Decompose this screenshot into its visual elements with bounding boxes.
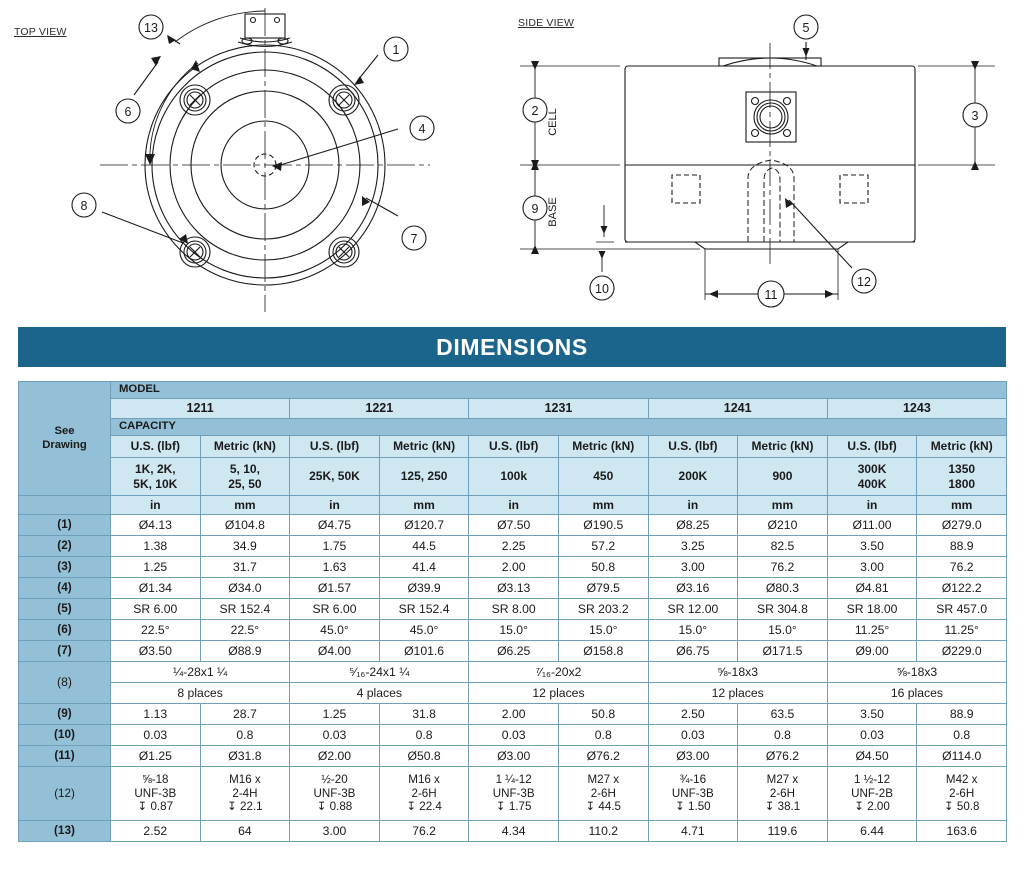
row-cell: Ø1.34	[111, 578, 201, 599]
table-row	[19, 725, 1007, 746]
row-ref: (10)	[19, 725, 111, 746]
row-cell: 0.8	[917, 725, 1007, 746]
row-cell: Ø8.25	[648, 515, 738, 536]
svg-text:11: 11	[764, 288, 778, 302]
capacity-value: 5, 10, 25, 50	[200, 458, 290, 496]
row-cell: Ø114.0	[917, 746, 1007, 767]
row-cell: ⅝-18 UNF-3B ↧ 0.87	[111, 767, 201, 821]
row-cell: 1 ¼-12 UNF-3B ↧ 1.75	[469, 767, 559, 821]
row-ref: (8)	[19, 662, 111, 704]
row-cell: M42 x 2-6H ↧ 50.8	[917, 767, 1007, 821]
unit-label: in	[469, 496, 559, 515]
balloon-12	[852, 269, 876, 293]
balloon-2	[523, 98, 547, 122]
row-cell: 6.44	[827, 821, 917, 842]
row-cell: Ø122.2	[917, 578, 1007, 599]
table-row	[19, 557, 1007, 578]
row-cell: Ø2.00	[290, 746, 380, 767]
row-cell: 0.03	[648, 725, 738, 746]
row-cell: 0.03	[290, 725, 380, 746]
balloon-7	[402, 226, 426, 250]
svg-text:1: 1	[392, 43, 400, 57]
row-cell: Ø158.8	[558, 641, 648, 662]
row-ref: (3)	[19, 557, 111, 578]
row-cell: 31.8	[379, 704, 469, 725]
row-cell: SR 6.00	[290, 599, 380, 620]
side-view-base-label: BASE	[547, 197, 559, 227]
row-cell: 88.9	[917, 536, 1007, 557]
row-cell: 0.8	[379, 725, 469, 746]
svg-text:2: 2	[531, 104, 539, 118]
unit-header: U.S. (lbf)	[469, 436, 559, 458]
table-row	[19, 767, 1007, 821]
row-cell: M16 x 2-4H ↧ 22.1	[200, 767, 290, 821]
table-row	[19, 620, 1007, 641]
row-cell: 119.6	[738, 821, 828, 842]
row-cell: 0.03	[827, 725, 917, 746]
row-cell: Ø88.9	[200, 641, 290, 662]
balloon-5	[794, 15, 818, 39]
table-row	[19, 515, 1007, 536]
row-cell: Ø34.0	[200, 578, 290, 599]
row-cell: 82.5	[738, 536, 828, 557]
unit-label: mm	[917, 496, 1007, 515]
row-cell: 3.00	[827, 557, 917, 578]
row-ref: (13)	[19, 821, 111, 842]
row-cell: Ø190.5	[558, 515, 648, 536]
balloon-8	[72, 193, 96, 217]
row-cell: 44.5	[379, 536, 469, 557]
row-cell: SR 304.8	[738, 599, 828, 620]
row-cell: Ø4.00	[290, 641, 380, 662]
row-cell: SR 203.2	[558, 599, 648, 620]
row-ref: (9)	[19, 704, 111, 725]
row-ref: (4)	[19, 578, 111, 599]
model-header-1243: 1243	[827, 399, 1006, 419]
row-cell: Ø3.50	[111, 641, 201, 662]
side-view-cell-label: CELL	[547, 108, 559, 136]
unit-header: U.S. (lbf)	[827, 436, 917, 458]
row-cell: 2.00	[469, 557, 559, 578]
row-cell: 1.25	[111, 557, 201, 578]
row-cell: 45.0°	[379, 620, 469, 641]
row-cell: 28.7	[200, 704, 290, 725]
bolt-boss	[329, 85, 359, 115]
row-cell: Ø3.16	[648, 578, 738, 599]
row-cell: 3.00	[648, 557, 738, 578]
row-cell: Ø7.50	[469, 515, 559, 536]
row-cell: Ø9.00	[827, 641, 917, 662]
unit-header: U.S. (lbf)	[648, 436, 738, 458]
unit-header: Metric (kN)	[200, 436, 290, 458]
row-cell: SR 6.00	[111, 599, 201, 620]
row-cell: Ø39.9	[379, 578, 469, 599]
svg-text:3: 3	[971, 109, 979, 123]
unit-header: U.S. (lbf)	[290, 436, 380, 458]
table-row	[19, 641, 1007, 662]
row-cell: 15.0°	[738, 620, 828, 641]
row-ref: (11)	[19, 746, 111, 767]
row-cell: Ø229.0	[917, 641, 1007, 662]
row-cell: SR 457.0	[917, 599, 1007, 620]
row-cell: 3.25	[648, 536, 738, 557]
units-row-spacer	[19, 496, 111, 515]
row-cell: Ø50.8	[379, 746, 469, 767]
table-row	[19, 662, 1007, 683]
row-cell: Ø4.75	[290, 515, 380, 536]
svg-text:9: 9	[531, 202, 539, 216]
row-cell: 50.8	[558, 704, 648, 725]
row-cell: 1.75	[290, 536, 380, 557]
top-view-drawing	[100, 8, 430, 312]
model-header-1211: 1211	[111, 399, 290, 419]
row-cell: 3.00	[290, 821, 380, 842]
row-cell: 11.25°	[917, 620, 1007, 641]
row-cell: Ø76.2	[738, 746, 828, 767]
balloon-1	[384, 37, 408, 61]
capacity-value: 125, 250	[379, 458, 469, 496]
balloon-10	[590, 276, 614, 300]
row-cell: M16 x 2-6H ↧ 22.4	[379, 767, 469, 821]
svg-text:7: 7	[410, 232, 418, 246]
model-header-1221: 1221	[290, 399, 469, 419]
row-cell: 163.6	[917, 821, 1007, 842]
row-ref: (5)	[19, 599, 111, 620]
row-cell: 1.13	[111, 704, 201, 725]
unit-label: mm	[200, 496, 290, 515]
row-cell: 15.0°	[469, 620, 559, 641]
row-cell: ½-20 UNF-3B ↧ 0.88	[290, 767, 380, 821]
dimensions-table-container	[18, 381, 1006, 842]
row-cell: 45.0°	[290, 620, 380, 641]
row-cell-places: 8 places	[111, 683, 290, 704]
row-cell: 4.71	[648, 821, 738, 842]
svg-text:6: 6	[124, 105, 132, 119]
capacity-value: 1K, 2K, 5K, 10K	[111, 458, 201, 496]
row-cell: 31.7	[200, 557, 290, 578]
row-cell-thread: ⅝-18x3	[648, 662, 827, 683]
balloon-6	[116, 99, 140, 123]
row-cell-places: 12 places	[648, 683, 827, 704]
unit-header: Metric (kN)	[379, 436, 469, 458]
row-cell: 0.8	[558, 725, 648, 746]
row-cell: 4.34	[469, 821, 559, 842]
row-cell-places: 16 places	[827, 683, 1006, 704]
row-cell: Ø80.3	[738, 578, 828, 599]
bolt-boss	[329, 237, 359, 267]
row-cell: 41.4	[379, 557, 469, 578]
row-cell: 76.2	[917, 557, 1007, 578]
row-cell: SR 12.00	[648, 599, 738, 620]
dimensions-banner	[18, 327, 1006, 367]
row-cell-places: 4 places	[290, 683, 469, 704]
row-cell: Ø1.57	[290, 578, 380, 599]
svg-text:4: 4	[418, 122, 426, 136]
see-drawing-header: See Drawing	[19, 382, 111, 496]
row-cell-thread: ⅝-18x3	[827, 662, 1006, 683]
table-row	[19, 746, 1007, 767]
model-band-label: MODEL	[111, 382, 1007, 399]
row-cell: Ø3.00	[648, 746, 738, 767]
balloon-3	[963, 103, 987, 127]
capacity-value: 450	[558, 458, 648, 496]
unit-label: in	[290, 496, 380, 515]
row-cell: Ø11.00	[827, 515, 917, 536]
unit-header: U.S. (lbf)	[111, 436, 201, 458]
row-cell: Ø171.5	[738, 641, 828, 662]
table-row	[19, 704, 1007, 725]
row-cell: 1.25	[290, 704, 380, 725]
row-cell: Ø79.5	[558, 578, 648, 599]
row-ref: (2)	[19, 536, 111, 557]
balloon-4	[410, 116, 434, 140]
row-cell: SR 152.4	[200, 599, 290, 620]
capacity-value: 1350 1800	[917, 458, 1007, 496]
row-cell: M27 x 2-6H ↧ 38.1	[738, 767, 828, 821]
unit-label: mm	[558, 496, 648, 515]
model-header-1231: 1231	[469, 399, 648, 419]
svg-text:5: 5	[802, 21, 810, 35]
row-cell: 15.0°	[648, 620, 738, 641]
unit-header: Metric (kN)	[738, 436, 828, 458]
row-cell: 22.5°	[200, 620, 290, 641]
row-ref: (6)	[19, 620, 111, 641]
unit-label: in	[827, 496, 917, 515]
row-cell: 76.2	[738, 557, 828, 578]
row-cell: Ø31.8	[200, 746, 290, 767]
row-cell: 1.38	[111, 536, 201, 557]
row-cell: 57.2	[558, 536, 648, 557]
row-cell: SR 18.00	[827, 599, 917, 620]
side-view-label: SIDE VIEW	[518, 17, 575, 29]
row-cell: Ø3.13	[469, 578, 559, 599]
row-cell: 3.50	[827, 704, 917, 725]
row-cell: 0.8	[200, 725, 290, 746]
capacity-value: 300K 400K	[827, 458, 917, 496]
row-cell: 3.50	[827, 536, 917, 557]
row-cell: Ø6.75	[648, 641, 738, 662]
unit-label: in	[648, 496, 738, 515]
row-cell: Ø101.6	[379, 641, 469, 662]
row-cell: 0.03	[469, 725, 559, 746]
banner-title: DIMENSIONS	[436, 333, 588, 360]
row-cell: 76.2	[379, 821, 469, 842]
bolt-boss	[180, 85, 210, 115]
side-view-drawing	[520, 42, 995, 300]
row-cell: 2.25	[469, 536, 559, 557]
row-cell: 34.9	[200, 536, 290, 557]
svg-text:13: 13	[144, 21, 158, 35]
row-cell: SR 152.4	[379, 599, 469, 620]
table-row	[19, 578, 1007, 599]
svg-text:10: 10	[595, 282, 609, 296]
row-cell: Ø1.25	[111, 746, 201, 767]
row-cell: 11.25°	[827, 620, 917, 641]
unit-label: mm	[379, 496, 469, 515]
table-row	[19, 599, 1007, 620]
balloon-11	[758, 281, 784, 307]
row-cell: 2.52	[111, 821, 201, 842]
svg-text:8: 8	[80, 199, 88, 213]
row-cell: 15.0°	[558, 620, 648, 641]
unit-header: Metric (kN)	[917, 436, 1007, 458]
row-cell: 22.5°	[111, 620, 201, 641]
row-cell: 50.8	[558, 557, 648, 578]
row-cell: Ø4.50	[827, 746, 917, 767]
row-cell: 1.63	[290, 557, 380, 578]
row-cell: 0.03	[111, 725, 201, 746]
row-cell: 110.2	[558, 821, 648, 842]
row-cell: 1 ½-12 UNF-2B ↧ 2.00	[827, 767, 917, 821]
row-cell-thread: ⁷⁄₁₆-20x2	[469, 662, 648, 683]
row-cell: SR 8.00	[469, 599, 559, 620]
row-ref: (1)	[19, 515, 111, 536]
row-cell: M27 x 2-6H ↧ 44.5	[558, 767, 648, 821]
balloon-9	[523, 196, 547, 220]
row-cell: 2.00	[469, 704, 559, 725]
row-cell-thread: ¼-28x1 ¼	[111, 662, 290, 683]
row-cell: Ø6.25	[469, 641, 559, 662]
row-cell: Ø120.7	[379, 515, 469, 536]
balloon-13	[139, 15, 163, 39]
row-cell: ¾-16 UNF-3B ↧ 1.50	[648, 767, 738, 821]
top-view-label: TOP VIEW	[14, 26, 67, 38]
row-cell: 64	[200, 821, 290, 842]
unit-label: in	[111, 496, 201, 515]
row-cell: Ø3.00	[469, 746, 559, 767]
row-cell: Ø76.2	[558, 746, 648, 767]
drawing-svg	[0, 0, 1024, 318]
capacity-value: 200K	[648, 458, 738, 496]
capacity-band-label: CAPACITY	[111, 419, 1007, 436]
row-cell-places: 12 places	[469, 683, 648, 704]
row-ref: (7)	[19, 641, 111, 662]
capacity-value: 25K, 50K	[290, 458, 380, 496]
row-cell: 88.9	[917, 704, 1007, 725]
table-row	[19, 683, 1007, 704]
dimensions-table	[18, 381, 1007, 842]
table-row	[19, 821, 1007, 842]
capacity-value: 100k	[469, 458, 559, 496]
table-row	[19, 536, 1007, 557]
row-cell: Ø279.0	[917, 515, 1007, 536]
model-header-1241: 1241	[648, 399, 827, 419]
row-cell-thread: ⁵⁄₁₆-24x1 ¼	[290, 662, 469, 683]
row-cell: 63.5	[738, 704, 828, 725]
unit-header: Metric (kN)	[558, 436, 648, 458]
row-cell: Ø210	[738, 515, 828, 536]
row-cell: Ø4.81	[827, 578, 917, 599]
row-ref: (12)	[19, 767, 111, 821]
engineering-drawings-area	[0, 0, 1024, 318]
row-cell: 2.50	[648, 704, 738, 725]
row-cell: Ø4.13	[111, 515, 201, 536]
row-cell: 0.8	[738, 725, 828, 746]
svg-text:12: 12	[857, 275, 871, 289]
unit-label: mm	[738, 496, 828, 515]
row-cell: Ø104.8	[200, 515, 290, 536]
dimensions-table-body	[19, 382, 1007, 842]
capacity-value: 900	[738, 458, 828, 496]
